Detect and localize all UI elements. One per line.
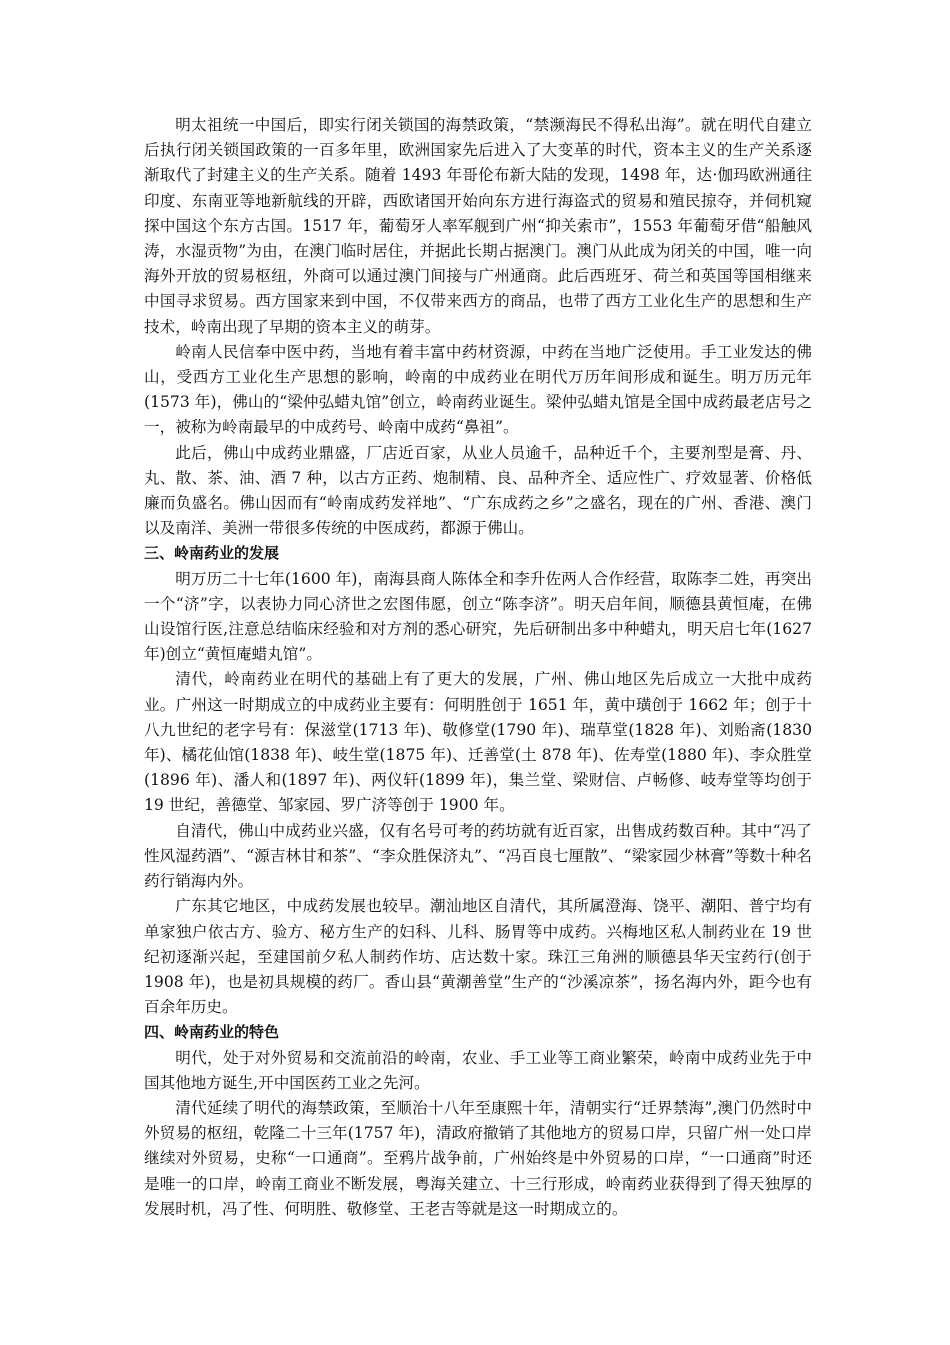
section-heading-development: 三、岭南药业的发展 [144,544,280,563]
paragraph-lingnan-tcm: 岭南人民信奉中医中药，当地有着丰富中药材资源，中药在当地广泛使用。手工业发达的佛山，受西方工业化生产思想的影响，岭南的中成药业在明代万历年间形成和诞生。明万历元年(1573 年)，佛山的“梁仲弘蜡丸馆”创立，岭南药业诞生。梁仲弘蜡丸馆是全国中成药最老店号之一，被称为岭南最早的中成药号、岭南中成药“鼻祖”。 [144,342,812,437]
paragraph-chenliji: 明万历二十七年(1600 年)，南海县商人陈体全和李升佐两人合作经营，取陈李二姓，再突出一个“济”字，以表协力同心济世之宏图伟愿，创立“陈李济”。明天启年间，顺德县黄恒庵，在佛山设馆行医,注意总结临床经验和对方剂的悉心研究，先后研制出多中种蜡丸，明天启七年(1627 年)创立“黄恒庵蜡丸馆”。 [144,569,812,664]
document-page [144,113,812,1222]
paragraph-other-regions: 广东其它地区，中成药发展也较早。潮汕地区自清代，其所属澄海、饶平、潮阳、普宁均有单家独户依古方、验方、秘方生产的妇科、儿科、肠胃等中成药。兴梅地区私人制药业在 19 世纪初逐渐兴起，至建国前夕私人制药作坊、店达数十家。珠江三角洲的顺德县华天宝药行(创于 1908 年)，也是初具规模的药厂。香山县“黄潮善堂”生产的“沙溪凉茶”，扬名海内外，距今也有百余年历史。 [144,897,812,1017]
paragraph-qing-trade: 清代延续了明代的海禁政策，至顺治十八年至康熙十年，清朝实行“迁界禁海”,澳门仍然时中外贸易的枢纽，乾隆二十三年(1757 年)，清政府撤销了其他地方的贸易口岸，只留广州一处口岸继续对外贸易，史称“一口通商”。至鸦片战争前，广州始终是中外贸易的口岸，“一口通商”时还是唯一的口岸，岭南工商业不断发展，粤海关建立、十三行形成，岭南药业获得到了得天独厚的发展时机，冯了性、何明胜、敬修堂、王老吉等就是这一时期成立的。 [144,1098,812,1218]
paragraph-foshan-famous-drugs: 自清代，佛山中成药业兴盛，仅有名号可考的药坊就有近百家，出售成药数百种。其中“冯了性风湿药酒”、“源吉林甘和茶”、“李众胜保济丸”、“冯百良七厘散”、“梁家园少林膏”等数十种名药行销海内外。 [144,821,812,891]
paragraph-foshan-prosperity: 此后，佛山中成药业鼎盛，厂店近百家，从业人员逾千，品种近千个，主要剂型是膏、丹、丸、散、茶、油、酒 7 种，以古方正药、炮制精、良、品种齐全、适应性广、疗效显著、价格低廉而负盛名。佛山因而有“岭南成药发祥地”、“广东成药之乡”之盛名，现在的广州、香港、澳门以及南洋、美洲一带很多传统的中医成药，都源于佛山。 [144,443,812,538]
paragraph-qing-dynasty: 清代，岭南药业在明代的基础上有了更大的发展，广州、佛山地区先后成立一大批中成药业。广州这一时期成立的中成药业主要有：何明胜创于 1651 年，黄中璜创于 1662 年；创于十八九世纪的老字号有：保滋堂(1713 年)、敬修堂(1790 年)、瑞草堂(1828 年)、刘贻斋(1830 年)、橘花仙馆(1838 年)、岐生堂(1875 年)、迁善堂(土 878 年)、佐寿堂(1880 年)、李众胜堂(1896 年)、潘人和(1897 年)、两仪轩(1899 年)，集兰堂、梁财信、卢畅修、岐寿堂等均创于 19 世纪，善德堂、邹家园、罗广济等创于 1900 年。 [144,670,812,815]
section-heading-features: 四、岭南药业的特色 [144,1023,280,1042]
paragraph-ming-features: 明代，处于对外贸易和交流前沿的岭南，农业、手工业等工商业繁荣，岭南中成药业先于中国其他地方诞生,开中国医药工业之先河。 [144,1048,812,1092]
paragraph-ming-haijin: 明太祖统一中国后，即实行闭关锁国的海禁政策，“禁濒海民不得私出海”。就在明代自建立后执行闭关锁国政策的一百多年里，欧洲国家先后进入了大变革的时代，资本主义的生产关系逐渐取代了封建主义的生产关系。随着 1493 年哥伦布新大陆的发现，1498 年，达·伽玛欧洲通往印度、东南亚等地新航线的开辟，西欧诸国开始向东方进行海盗式的贸易和殖民掠夺，并伺机窥探中国这个东方古国。1517 年，葡萄牙人率军舰到广州“抑关索市”，1553 年葡萄牙借“船触风涛，水湿贡物”为由，在澳门临时居住，并据此长期占据澳门。澳门从此成为闭关的中国，唯一向海外开放的贸易枢纽，外商可以通过澳门间接与广州通商。此后西班牙、荷兰和英国等国相继来中国寻求贸易。西方国家来到中国，不仅带来西方的商品，也带了西方工业化生产的思想和生产技术，岭南出现了早期的资本主义的萌芽。 [144,116,812,336]
